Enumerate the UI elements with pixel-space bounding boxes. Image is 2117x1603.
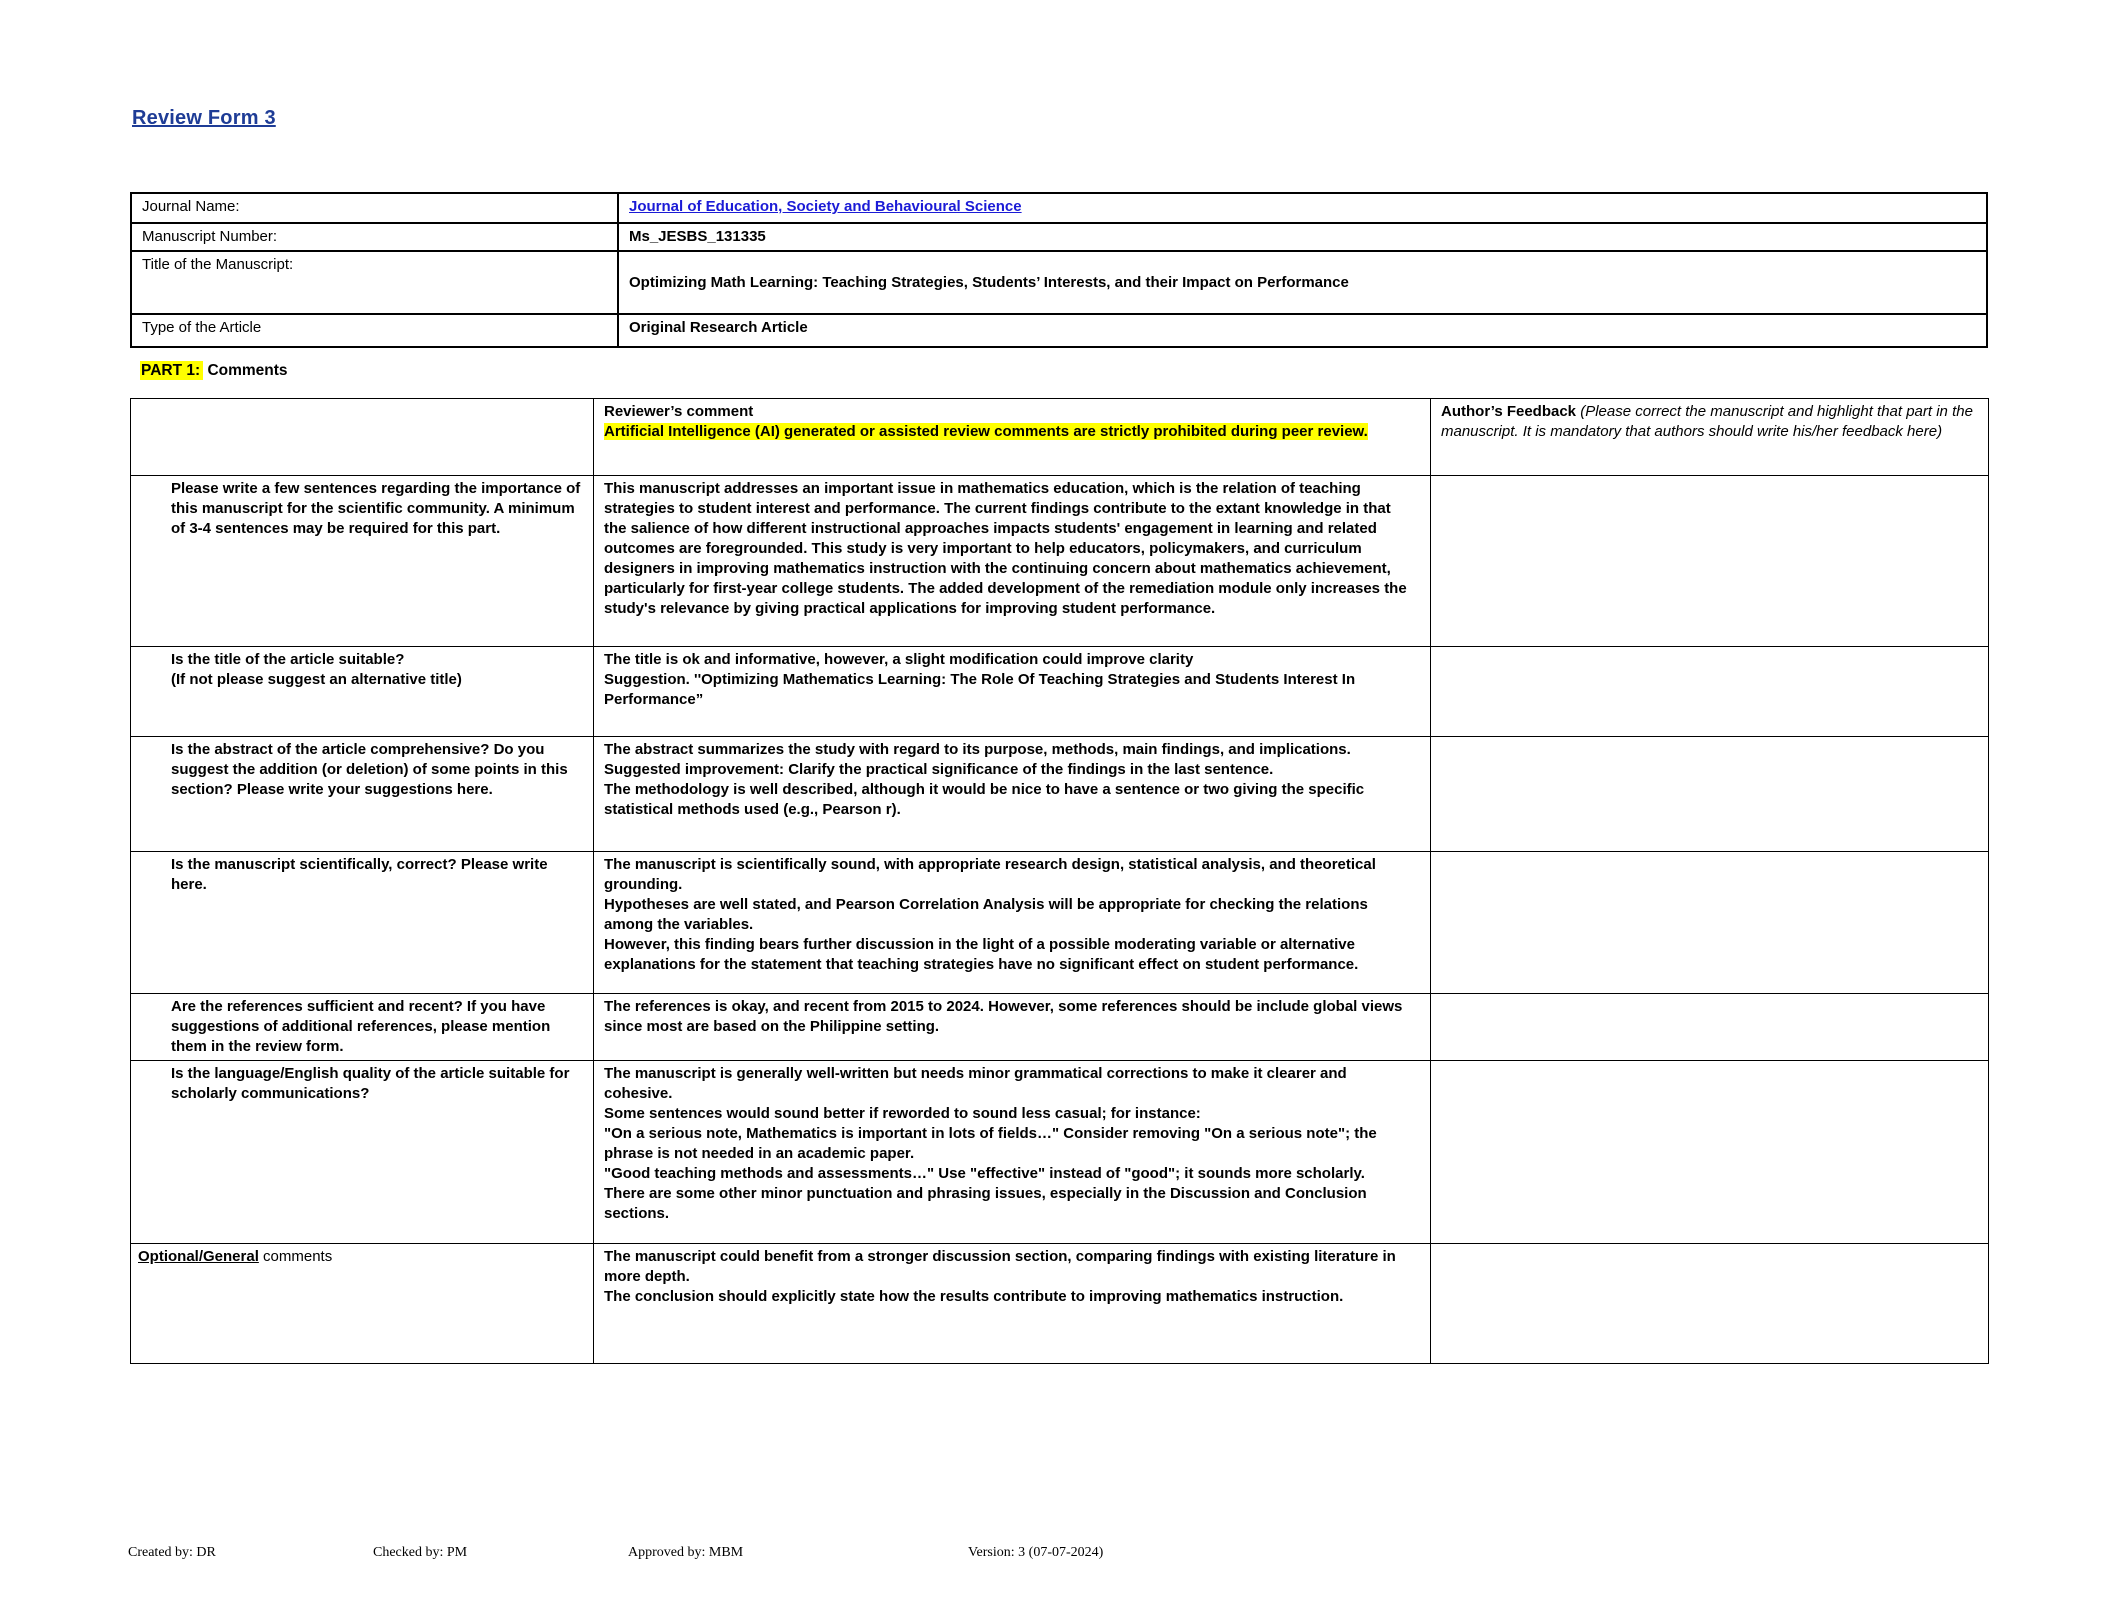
author-feedback-cell[interactable] [1431, 1244, 1989, 1364]
question-cell: Is the title of the article suitable? (If not please suggest an alternative title) [131, 647, 594, 737]
author-feedback-note: (Please correct the manuscript and highlight that part in the manuscript. It is mandatory that authors should write his/her feedback here) [1441, 403, 1973, 440]
author-feedback-cell[interactable] [1431, 1061, 1989, 1244]
part1-label: Comments [207, 362, 288, 379]
reviewer-comment-heading: Reviewer’s comment [604, 403, 754, 420]
author-feedback-cell[interactable] [1431, 476, 1989, 647]
author-feedback-heading: Author’s Feedback [1441, 403, 1577, 420]
header-reviewer-cell [594, 399, 1431, 476]
comments-header-row [131, 399, 1989, 476]
comments-row [131, 737, 1989, 852]
info-row-article-type [131, 314, 1987, 347]
comments-row [131, 852, 1989, 994]
ai-prohibition-notice: Artificial Intelligence (AI) generated or assisted review comments are strictly prohibited during peer review. [604, 423, 1368, 440]
comments-table-body [131, 476, 1989, 1364]
reviewer-comment-cell: The references is okay, and recent from 2015 to 2024. However, some references should be include global views since most are based on the Philippine setting. [594, 994, 1431, 1061]
question-cell: Is the language/English quality of the article suitable for scholarly communications? [131, 1061, 594, 1244]
footer-checked-by: Checked by: PM [373, 1545, 468, 1560]
footer-approved-by: Approved by: MBM [628, 1545, 744, 1560]
info-label-journal: Journal Name: [131, 193, 618, 223]
reviewer-comment-cell: The title is ok and informative, however, a slight modification could improve clarity Suggestion. ''Optimizing Mathematics Learning: The Role Of Teaching Strategies and Students Interest In Performance” [594, 647, 1431, 737]
author-feedback-cell[interactable] [1431, 852, 1989, 994]
reviewer-comment-cell: The abstract summarizes the study with regard to its purpose, methods, main findings, and implications. Suggested improvement: Clarify the practical significance of the findings in the last sentence. The methodology is well described, although it would be nice to have a sentence or two giving the specific statistical methods used (e.g., Pearson r). [594, 737, 1431, 852]
comments-table [130, 398, 1989, 1364]
reviewer-comment-cell: The manuscript is generally well-written but needs minor grammatical corrections to make it clearer and cohesive. Some sentences would sound better if reworded to sound less casual; for instance: "On a serious note, Mathematics is important in lots of fields…" Consider removing "On a serious note"; the phrase is not needed in an academic paper. "Good teaching methods and assessments…" Use "effective" instead of "good"; it sounds more scholarly. There are some other minor punctuation and phrasing issues, especially in the Discussion and Conclusion sections. [594, 1061, 1431, 1244]
info-value-journal [618, 193, 1987, 223]
reviewer-comment-cell: This manuscript addresses an important issue in mathematics education, which is the relation of teaching strategies to student interest and performance. The current findings contribute to the extant knowledge in that the salience of how different instructional approaches impacts students' engagement in learning and related outcomes are foregrounded. This study is very important to help educators, policymakers, and curriculum designers in improving mathematics instruction with the continuing concern about mathematics achievement, particularly for first-year college students. The added development of the remediation module only increases the study's relevance by giving practical applications for improving student performance. [594, 476, 1431, 647]
comments-row [131, 1244, 1989, 1364]
info-row-title [131, 251, 1987, 314]
comments-row [131, 1061, 1989, 1244]
page-title: Review Form 3 [132, 107, 276, 129]
footer-created-by: Created by: DR [128, 1545, 216, 1560]
question-cell: Optional/General comments [131, 1244, 594, 1364]
info-row-manuscript-number [131, 223, 1987, 251]
footer-version: Version: 3 (07-07-2024) [968, 1545, 1104, 1560]
question-cell: Is the manuscript scientifically, correct? Please write here. [131, 852, 594, 994]
journal-link[interactable]: Journal of Education, Society and Behavioural Science [629, 198, 1022, 215]
comments-row [131, 647, 1989, 737]
question-cell: Are the references sufficient and recent? If you have suggestions of additional references, please mention them in the review form. [131, 994, 594, 1061]
info-row-journal [131, 193, 1987, 223]
info-label-manuscript-number: Manuscript Number: [131, 223, 618, 251]
question-cell: Is the abstract of the article comprehensive? Do you suggest the addition (or deletion) of some points in this section? Please write your suggestions here. [131, 737, 594, 852]
comments-row [131, 476, 1989, 647]
reviewer-comment-cell: The manuscript could benefit from a stronger discussion section, comparing findings with existing literature in more depth. The conclusion should explicitly state how the results contribute to improving mathematics instruction. [594, 1244, 1431, 1364]
part1-heading [140, 360, 1988, 382]
comments-row [131, 994, 1989, 1061]
author-feedback-cell[interactable] [1431, 737, 1989, 852]
reviewer-comment-cell: The manuscript is scientifically sound, with appropriate research design, statistical analysis, and theoretical grounding. Hypotheses are well stated, and Pearson Correlation Analysis will be appropriate for checking the relations among the variables. However, this finding bears further discussion in the light of a possible moderating variable or alternative explanations for the statement that teaching strategies have no significant effect on student performance. [594, 852, 1431, 994]
info-value-article-type: Original Research Article [618, 314, 1987, 347]
manuscript-info-table [130, 192, 1988, 348]
part1-badge: PART 1: [140, 361, 203, 380]
info-label-title: Title of the Manuscript: [131, 251, 618, 314]
info-label-article-type: Type of the Article [131, 314, 618, 347]
header-empty-cell [131, 399, 594, 476]
author-feedback-cell[interactable] [1431, 647, 1989, 737]
info-value-manuscript-number: Ms_JESBS_131335 [618, 223, 1987, 251]
info-value-title: Optimizing Math Learning: Teaching Strategies, Students’ Interests, and their Impact on Performance [618, 251, 1987, 314]
header-author-cell [1431, 399, 1989, 476]
author-feedback-cell[interactable] [1431, 994, 1989, 1061]
question-cell: Please write a few sentences regarding the importance of this manuscript for the scientific community. A minimum of 3-4 sentences may be required for this part. [131, 476, 594, 647]
